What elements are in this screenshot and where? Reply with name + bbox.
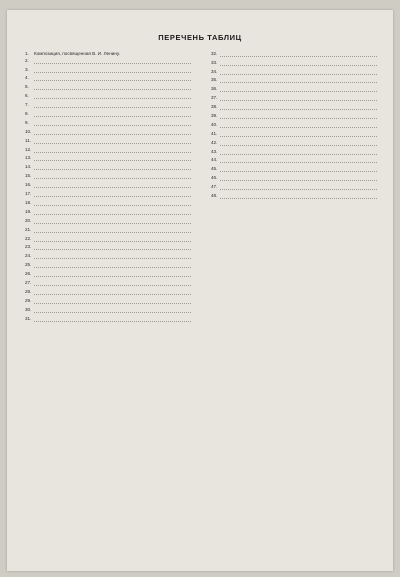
illegible-text-placeholder [34, 298, 191, 304]
illegible-text-placeholder [34, 67, 191, 73]
list-item-number: 44. [211, 157, 218, 163]
list-item-number: 14. [25, 164, 32, 170]
list-item-number: 17. [25, 191, 32, 197]
illegible-text-placeholder [34, 316, 191, 322]
document-page [7, 10, 393, 571]
list-item-text [34, 84, 191, 92]
list-item-number: 20. [25, 217, 32, 223]
list-item-number: 21. [25, 226, 32, 232]
list-item [25, 92, 191, 101]
list-item-number: 30. [25, 306, 32, 312]
list-item-text [34, 75, 191, 83]
list-item-number: 27. [25, 279, 32, 285]
list-item-text [34, 236, 191, 244]
list-item-number: 28. [25, 288, 32, 294]
list-item-text [220, 77, 377, 85]
list-item-text [34, 218, 191, 226]
list-item-text [34, 209, 191, 217]
list-item-text [34, 147, 191, 155]
illegible-text-placeholder [220, 95, 377, 101]
list-item-text [220, 166, 377, 174]
list-item-text [220, 86, 377, 94]
list-item-number: 24. [25, 253, 32, 259]
list-item [211, 86, 377, 95]
list-item-number: 38. [211, 104, 218, 110]
illegible-text-placeholder [34, 147, 191, 153]
illegible-text-placeholder [34, 191, 191, 197]
illegible-text-placeholder [220, 51, 377, 57]
illegible-text-placeholder [34, 120, 191, 126]
list-item-number: 9. [25, 119, 29, 125]
list-item [211, 148, 377, 157]
list-item-number: 37. [211, 95, 218, 101]
illegible-text-placeholder [34, 236, 191, 242]
list-item [25, 244, 191, 253]
list-column-right [211, 50, 377, 560]
list-item-number: 45. [211, 166, 218, 172]
list-item-number: 33. [211, 59, 218, 65]
list-item [211, 50, 377, 59]
list-item-text [34, 120, 191, 128]
list-item [211, 166, 377, 175]
list-item [25, 119, 191, 128]
list-item [25, 84, 191, 93]
list-item-number: 25. [25, 262, 32, 268]
list-item [25, 57, 191, 66]
list-item [25, 306, 191, 315]
illegible-text-placeholder [220, 157, 377, 163]
list-item-text [34, 227, 191, 235]
list-item [25, 252, 191, 261]
list-item [25, 208, 191, 217]
list-item [211, 94, 377, 103]
illegible-text-placeholder [220, 193, 377, 199]
list-item [25, 315, 191, 324]
illegible-text-placeholder [34, 289, 191, 295]
illegible-text-placeholder [34, 102, 191, 108]
list-item-number: 7. [25, 102, 29, 108]
illegible-text-placeholder [34, 155, 191, 161]
list-item [25, 270, 191, 279]
list-item [211, 121, 377, 130]
illegible-text-placeholder [34, 209, 191, 215]
list-item-text [220, 149, 377, 157]
illegible-text-placeholder [34, 227, 191, 233]
list-item-number: 4. [25, 75, 29, 81]
list-item [25, 226, 191, 235]
list-item-text [220, 51, 377, 59]
list-item-text [34, 102, 191, 110]
illegible-text-placeholder [34, 173, 191, 179]
list-item-number: 11. [25, 137, 32, 143]
list-item [25, 137, 191, 146]
list-item [25, 128, 191, 137]
list-item [211, 183, 377, 192]
list-item [25, 101, 191, 110]
list-item-text [34, 138, 191, 146]
list-item-number: 12. [25, 146, 32, 152]
list-item [211, 157, 377, 166]
illegible-text-placeholder [34, 129, 191, 135]
illegible-text-placeholder [220, 104, 377, 110]
list-item-text [34, 307, 191, 315]
list-item [211, 112, 377, 121]
list-item-number: 48. [211, 193, 218, 199]
table-list [25, 50, 377, 560]
list-item-number: 26. [25, 271, 32, 277]
list-item-text [220, 157, 377, 165]
list-item-number: 39. [211, 113, 218, 119]
list-item-number: 35. [211, 77, 218, 83]
illegible-text-placeholder [220, 149, 377, 155]
list-item-number: 23. [25, 244, 32, 250]
list-item-number: 3. [25, 66, 29, 72]
list-item-number: 16. [25, 182, 32, 188]
illegible-text-placeholder [220, 113, 377, 119]
list-item-text [34, 262, 191, 270]
list-item-text [220, 140, 377, 148]
list-item-text [34, 298, 191, 306]
list-item-number: 15. [25, 173, 32, 179]
list-item-text [220, 113, 377, 121]
list-item-text [220, 69, 377, 77]
list-item-number: 18. [25, 199, 32, 205]
illegible-text-placeholder [34, 271, 191, 277]
illegible-text-placeholder [34, 280, 191, 286]
illegible-text-placeholder [34, 262, 191, 268]
list-item [25, 297, 191, 306]
illegible-text-placeholder [220, 77, 377, 83]
illegible-text-placeholder [34, 111, 191, 117]
list-item [25, 155, 191, 164]
list-item [25, 172, 191, 181]
illegible-text-placeholder [220, 140, 377, 146]
list-column-left [25, 50, 191, 560]
illegible-text-placeholder [34, 307, 191, 313]
list-item-number: 43. [211, 148, 218, 154]
list-item-number: 2. [25, 57, 29, 63]
list-item [25, 164, 191, 173]
list-item-text [34, 316, 191, 324]
list-item [211, 192, 377, 201]
list-item [25, 190, 191, 199]
list-item-text [220, 184, 377, 192]
list-item [211, 59, 377, 68]
list-item-text [34, 67, 191, 75]
list-item-text [34, 155, 191, 163]
list-item-text [34, 253, 191, 261]
illegible-text-placeholder [220, 175, 377, 181]
illegible-text-placeholder [34, 244, 191, 250]
illegible-text-placeholder [220, 131, 377, 137]
list-item-number: 34. [211, 68, 218, 74]
list-item-text [34, 191, 191, 199]
page-title: ПЕРЕЧЕНЬ ТАБЛИЦ [158, 33, 242, 42]
list-item-text [220, 95, 377, 103]
illegible-text-placeholder [34, 253, 191, 259]
list-item-text [34, 200, 191, 208]
illegible-text-placeholder [34, 58, 191, 64]
list-item-text [220, 131, 377, 139]
list-item-number: 6. [25, 93, 29, 99]
list-item-number: 10. [25, 128, 32, 134]
list-item [25, 279, 191, 288]
illegible-text-placeholder [34, 200, 191, 206]
list-item-text [34, 111, 191, 119]
list-item [211, 103, 377, 112]
illegible-text-placeholder [34, 75, 191, 81]
list-item [211, 139, 377, 148]
list-item-number: 42. [211, 139, 218, 145]
list-item-text [34, 289, 191, 297]
illegible-text-placeholder [220, 60, 377, 66]
list-item [25, 75, 191, 84]
list-item-text [34, 280, 191, 288]
list-item-number: 8. [25, 111, 29, 117]
list-item-text [220, 122, 377, 130]
list-item [25, 50, 191, 57]
list-item-text [220, 60, 377, 68]
illegible-text-placeholder [220, 69, 377, 75]
illegible-text-placeholder [220, 184, 377, 190]
illegible-text-placeholder [220, 122, 377, 128]
illegible-text-placeholder [34, 93, 191, 99]
list-item-number: 13. [25, 155, 32, 161]
list-item [25, 110, 191, 119]
list-item-text [34, 164, 191, 172]
list-item-number: 41. [211, 130, 218, 136]
list-item [211, 174, 377, 183]
illegible-text-placeholder [220, 86, 377, 92]
list-item-text [34, 182, 191, 190]
illegible-text-placeholder [34, 138, 191, 144]
list-item [25, 199, 191, 208]
list-item-text [34, 173, 191, 181]
list-item-number: 29. [25, 297, 32, 303]
illegible-text-placeholder [34, 182, 191, 188]
list-item-number: 1. [25, 50, 29, 56]
list-item [211, 77, 377, 86]
list-item-text [220, 175, 377, 183]
list-item-text: Композиция, посвященная В. И. Ленину. [34, 50, 120, 56]
list-item-text [34, 129, 191, 137]
list-item [211, 68, 377, 77]
list-item-text [34, 93, 191, 101]
list-item [25, 261, 191, 270]
list-item-number: 47. [211, 184, 218, 190]
illegible-text-placeholder [34, 84, 191, 90]
list-item-text [34, 271, 191, 279]
list-item [25, 146, 191, 155]
list-item [25, 288, 191, 297]
list-item-text [34, 244, 191, 252]
list-item-number: 40. [211, 121, 218, 127]
list-item [25, 181, 191, 190]
list-item-text [220, 193, 377, 201]
list-item-text [34, 58, 191, 66]
illegible-text-placeholder [220, 166, 377, 172]
illegible-text-placeholder [34, 164, 191, 170]
list-item-number: 22. [25, 235, 32, 241]
list-item-text [220, 104, 377, 112]
list-item [25, 217, 191, 226]
list-item-number: 32. [211, 50, 218, 56]
illegible-text-placeholder [34, 218, 191, 224]
list-item-number: 31. [25, 315, 32, 321]
list-item-number: 36. [211, 86, 218, 92]
list-item [25, 235, 191, 244]
list-item-number: 5. [25, 84, 29, 90]
list-item [25, 66, 191, 75]
list-item-number: 46. [211, 175, 218, 181]
list-item [211, 130, 377, 139]
list-item-number: 19. [25, 208, 32, 214]
